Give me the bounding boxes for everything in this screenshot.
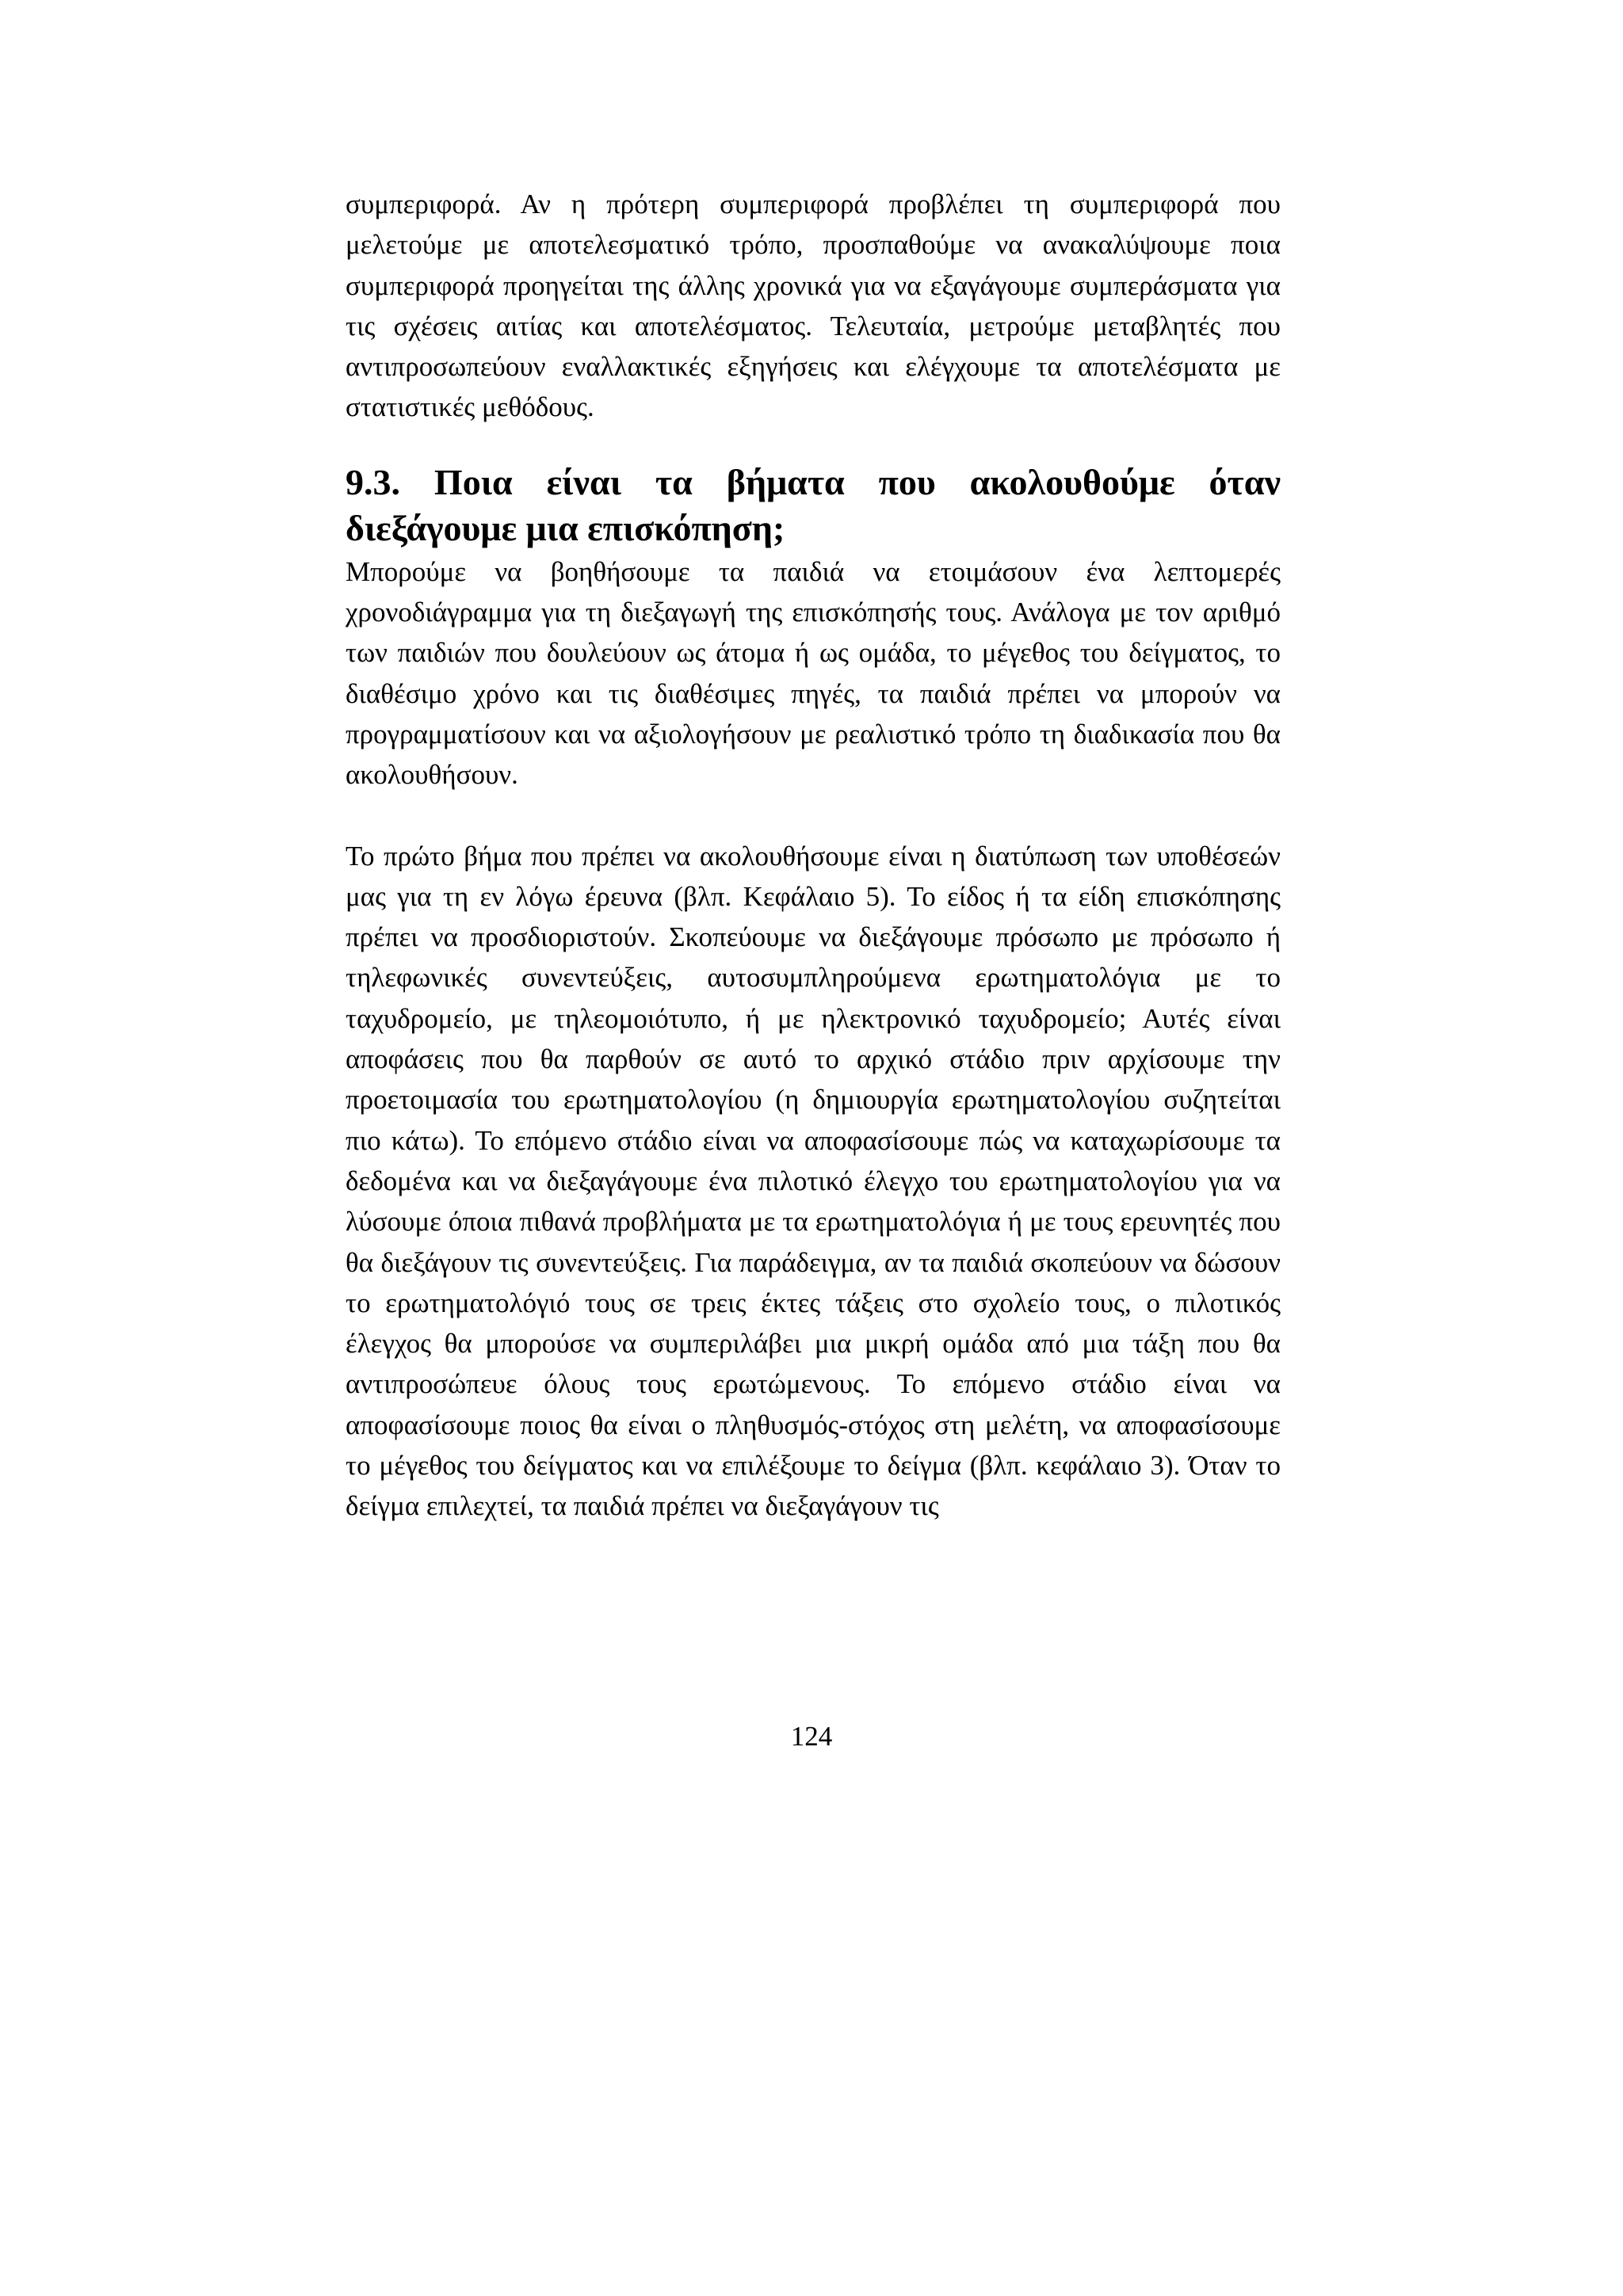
intro-paragraph: συμπεριφορά. Αν η πρότερη συμπεριφορά προβλέπει τη συμπεριφορά που μελετούμε με αποτελεσματικό τρόπο, προσπαθούμε να ανακαλύψουμε ποια συμπεριφορά προηγείται της άλλης χρονικά για να εξαγάγουμε συμπεράσματα για τις σχέσεις αιτίας και αποτελέσματος. Τελευταία, μετρούμε μεταβλητές που αντιπροσωπεύουν εναλλακτικές εξηγήσεις και ελέγχουμε τα αποτελέσματα με στατιστικές μεθόδους. [346,189,1281,423]
page-number: 124 [790,1721,833,1752]
section-paragraph-2: Το πρώτο βήμα που πρέπει να ακολουθήσουμε είναι η διατύπωση των υποθέσεών μας για τη εν λόγω έρευνα (βλπ. Κεφάλαιο 5). Το είδος ή τα είδη επισκόπησης πρέπει να προσδιοριστούν. Σκοπεύουμε να διεξάγουμε πρόσωπο με πρόσωπο ή τηλεφωνικές συνεντεύξεις, αυτοσυμπληρούμενα ερωτηματολόγια με το ταχυδρομείο, με τηλεομοιότυπο, ή με ηλεκτρονικό ταχυδρομείο; Αυτές είναι αποφάσεις που θα παρθούν σε αυτό το αρχικό στάδιο πριν αρχίσουμε την προετοιμασία του ερωτηματολογίου (η δημιουργία ερωτηματολογίου συζητείται πιο κάτω). Το επόμενο στάδιο είναι να αποφασίσουμε πώς να καταχωρίσουμε τα δεδομένα και να διεξαγάγουμε ένα πιλοτικό έλεγχο του ερωτηματολογίου για να λύσουμε όποια πιθανά προβλήματα με τα ερωτηματολόγια ή με τους ερευνητές που θα διεξάγουν τις συνεντεύξεις. Για παράδειγμα, αν τα παιδιά σκοπεύουν να δώσουν το ερωτηματολόγιό τους σε τρεις έκτες τάξεις στο σχολείο τους, ο πιλοτικός έλεγχος θα μπορούσε να συμπεριλάβει μια μικρή ομάδα από μια τάξη που θα αντιπροσώπευε όλους τους ερωτώμενους. Το επόμενο στάδιο είναι να αποφασίσουμε ποιος θα είναι ο πληθυσμός-στόχος στη μελέτη, να αποφασίσουμε το μέγεθος του δείγματος και να επιλέξουμε το δείγμα (βλπ. κεφάλαιο 3). Όταν το δείγμα επιλεχτεί, τα παιδιά πρέπει να διεξαγάγουν τις [346,840,1281,1522]
page-body [346,184,1281,1527]
section-heading: 9.3. Ποια είναι τα βήματα που ακολουθούμε όταν διεξάγουμε μια επισκόπηση; [346,461,1281,548]
section-paragraph-1: Μπορούμε να βοηθήσουμε τα παιδιά να ετοιμάσουν ένα λεπτομερές χρονοδιάγραμμα για τη διεξαγωγή της επισκόπησής τους. Ανάλογα με τον αριθμό των παιδιών που δουλεύουν ως άτομα ή ως ομάδα, το μέγεθος του δείγματος, το διαθέσιμο χρόνο και τις διαθέσιμες πηγές, τα παιδιά πρέπει να μπορούν να προγραμματίσουν και να αξιολογήσουν με ρεαλιστικό τρόπο τη διαδικασία που θα ακολουθήσουν. [346,555,1281,791]
